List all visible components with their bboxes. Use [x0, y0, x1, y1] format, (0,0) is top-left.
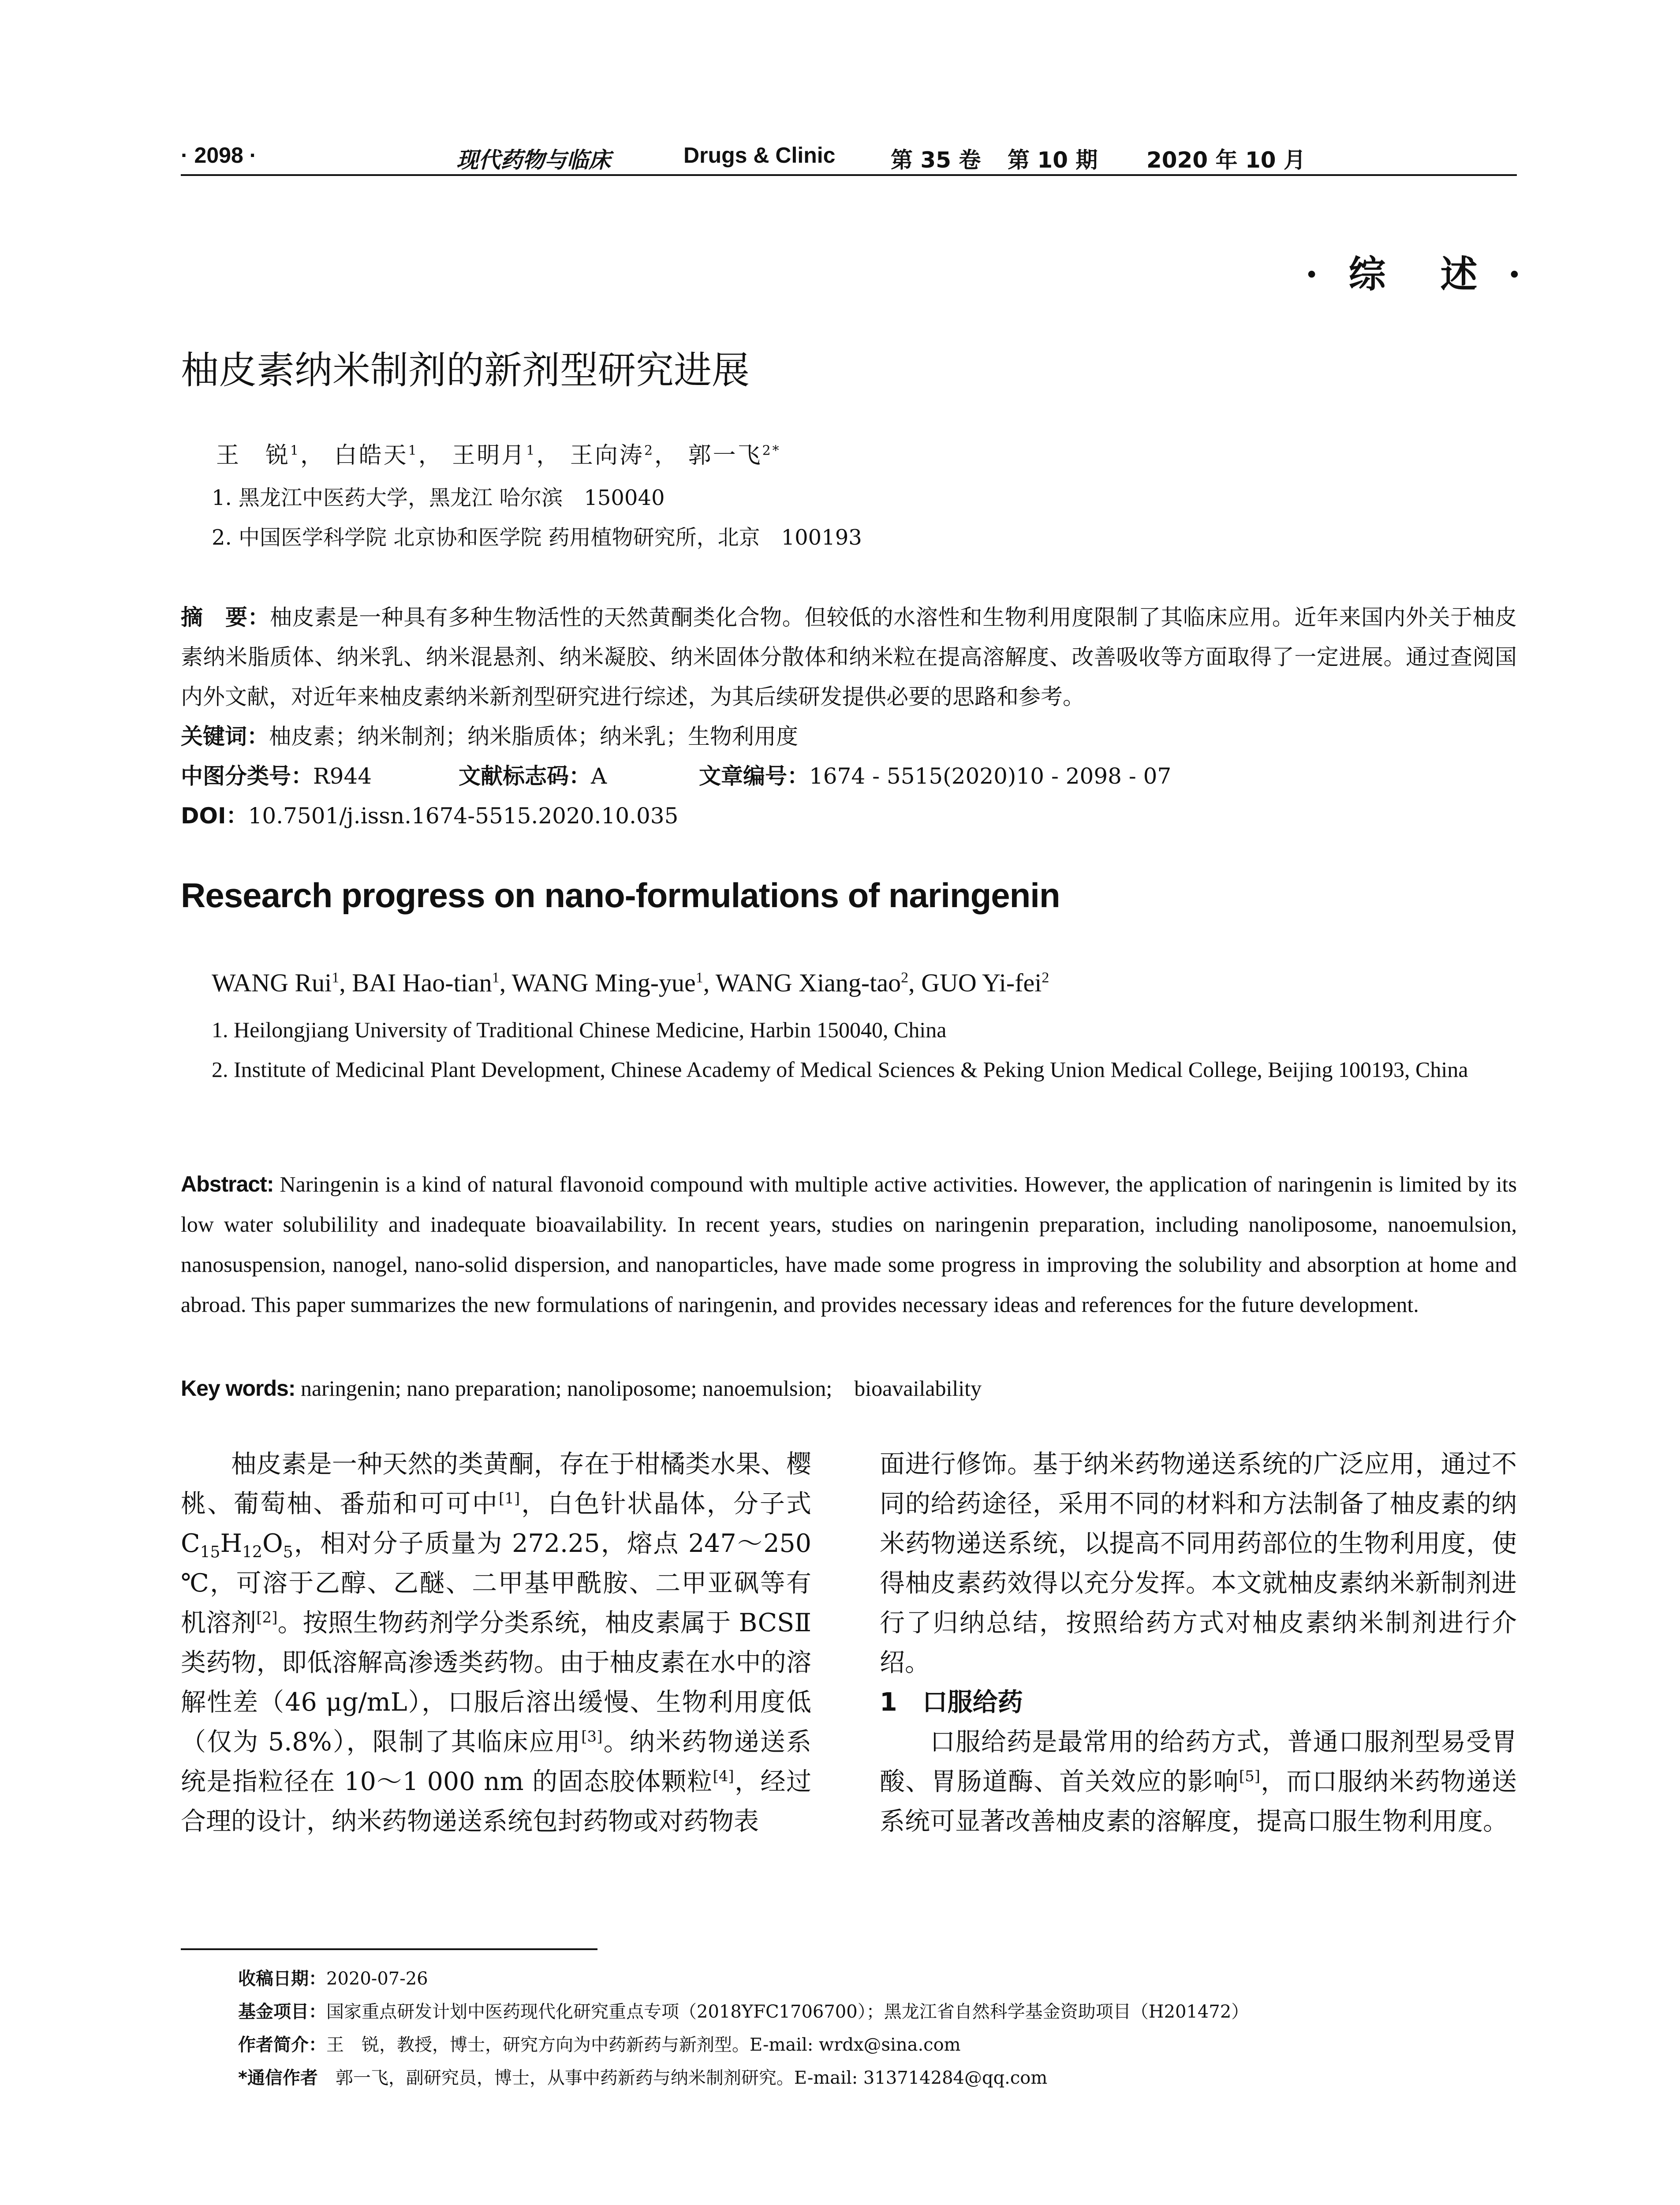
author-sup: 2: [1042, 969, 1049, 986]
cn-authors: 王 锐$^1$， 白皓天$^1$， 王明月$^1$， 王向涛$^2$， 郭一飞$^{2*}$: [216, 442, 781, 469]
journal-name-en: Drugs & Clinic: [683, 143, 836, 168]
issue: 第 10 期: [1008, 147, 1098, 173]
article-no-label: 文章编号：: [699, 763, 809, 789]
footnote-text: 国家重点研发计划中医药现代化研究重点专项（2018YFC1706700）；黑龙江省自然科学基金资助项目（H201472）: [326, 2002, 1249, 2022]
text-run: 。纳米药物递送系统是指粒径在 10～1 000 nm 的固态胶体颗粒: [181, 1727, 811, 1796]
cn-affiliation-1: 1. 黑龙江中医药大学，黑龙江 哈尔滨 150040: [212, 486, 665, 510]
en-abstract-text: Naringenin is a kind of natural flavonoid compound with multiple active activities. However, the application of naringenin is limited by its low water solubilility and inadequate bioavailability. In recent years, studies on naringenin preparation, including nanoliposome, nanoemulsion, nanosuspension, nanogel, nano-solid dispersion, and nanoparticles, have made some progress in improving the solubility and absorption at home and abroad. This paper summarizes the new formulations of naringenin, and provides necessary ideas and references for the future development.: [181, 1172, 1517, 1317]
author-sup: 1: [332, 969, 340, 986]
footnote-text: 2020-07-26: [326, 1969, 428, 1989]
footnote-label: *通信作者: [238, 2068, 318, 2088]
cn-keywords-label: 关键词：: [181, 724, 269, 749]
text-run: O: [262, 1529, 283, 1558]
doc-code-value: A: [591, 763, 607, 789]
footnote-rule: [181, 1948, 597, 1950]
citation: [5]: [1239, 1768, 1260, 1785]
en-affiliation-1: 1. Heilongjiang University of Traditional Chinese Medicine, Harbin 150040, China: [212, 1017, 947, 1042]
footnote-text: 王 锐，教授，博士，研究方向为中药新药与新剂型。E-mail: wrdx@sina.com: [326, 2035, 961, 2055]
author-sup: 2: [901, 969, 909, 986]
doi-line: [181, 798, 678, 830]
cn-abstract-text: 柚皮素是一种具有多种生物活性的天然黄酮类化合物。但较低的水溶性和生物利用度限制了其临床应用。近年来国内外关于柚皮素纳米脂质体、纳米乳、纳米混悬剂、纳米凝胶、纳米固体分散体和纳米粒在提高溶解度、改善吸收等方面取得了一定进展。通过查阅国内外文献，对近年来柚皮素纳米新剂型研究进行综述，为其后续研发提供必要的思路和参考。: [181, 605, 1517, 710]
text-run: 。按照生物药剂学分类系统，柚皮素属于 BCSⅡ类药物，即低溶解高渗透类药物。由于柚皮素在水中的溶解性差（46 μg/mL），口服后溶出缓慢、生物利用度低（仅为 5.8%），限制了其临床应用: [181, 1608, 811, 1757]
cn-author: 王明月: [452, 442, 526, 469]
author-sup: 1: [408, 443, 418, 459]
section-tag: · 综 述 ·: [1305, 252, 1530, 296]
body-paragraph-3: [880, 1722, 1517, 1841]
en-affiliation-2: 2. Institute of Medicinal Plant Development, Chinese Academy of Medical Sciences & Peking Union Medical College, Beijing 100193, China: [212, 1057, 1468, 1082]
body-column-right: [880, 1444, 1517, 1841]
en-authors: WANG Rui$^1$, BAI Hao-tian$^1$, WANG Ming-yue$^1$, WANG Xiang-tao$^2$, GUO Yi-fei$^2$: [212, 968, 1049, 997]
footnote-received: [238, 1965, 428, 1990]
doi-value: 10.7501/j.issn.1674-5515.2020.10.035: [248, 803, 679, 829]
body-paragraph-2: 面进行修饰。基于纳米药物递送系统的广泛应用，通过不同的给药途径，采用不同的材料和方法制备了柚皮素的纳米药物递送系统，以提高不同用药部位的生物利用度，使得柚皮素药效得以充分发挥。本文就柚皮素纳米新制剂进行了归纳总结，按照给药方式对柚皮素纳米制剂进行介绍。: [880, 1450, 1517, 1677]
issue-date: 2020 年 10 月: [1146, 147, 1306, 173]
en-author: WANG Ming-yue: [511, 968, 696, 997]
cn-author: 郭一飞: [688, 442, 762, 469]
footnote-label: 基金项目：: [238, 2002, 326, 2022]
text-run: ，相对分子质量为 272.25，熔点 247～250 ℃，可溶于乙醇、乙醚、二甲基甲酰胺、二甲亚砜等有机溶剂: [181, 1529, 811, 1637]
en-author: WANG Xiang-tao: [715, 968, 901, 997]
author-sup: 1: [695, 969, 703, 986]
en-abstract-label: Abstract:: [181, 1172, 274, 1196]
text-run: ，白色针状晶体，分子式 C: [181, 1489, 811, 1558]
citation: [4]: [713, 1768, 734, 1785]
section-heading-1: 1 口服给药: [880, 1688, 1023, 1717]
citation: [1]: [498, 1490, 520, 1507]
subscript: 5: [283, 1543, 293, 1562]
volume: 第 35 卷: [891, 147, 981, 173]
footnote-fund: [238, 1998, 1249, 2023]
article-no-value: 1674 - 5515(2020)10 - 2098 - 07: [809, 763, 1172, 789]
citation: [2]: [256, 1609, 278, 1626]
cn-author: 王向涛: [570, 442, 644, 469]
en-keywords: [181, 1371, 982, 1402]
en-author: GUO Yi-fei: [921, 968, 1042, 997]
footnote-label: 收稿日期：: [238, 1969, 326, 1989]
subscript: 15: [200, 1543, 220, 1562]
cn-title: 柚皮素纳米制剂的新剂型研究进展: [181, 348, 750, 392]
cn-keywords: [181, 719, 798, 751]
footnote-author: [238, 2031, 961, 2056]
text-run: H: [220, 1529, 243, 1558]
author-sup: 1: [492, 969, 500, 986]
text-run: 柚皮素是一种天然的类黄酮，存在于柑橘类水果、樱桃、葡萄柚、番茄和可可中: [181, 1450, 811, 1518]
footnote-text: 郭一飞，副研究员，博士，从事中药新药与纳米制剂研究。E-mail: 313714284@qq.com: [335, 2068, 1048, 2088]
author-sup: 2*: [762, 443, 781, 459]
cn-author: 白皓天: [334, 442, 408, 469]
doi-label: DOI：: [181, 803, 248, 829]
en-keywords-label: Key words:: [181, 1376, 295, 1401]
subscript: 12: [242, 1543, 262, 1562]
en-abstract: [181, 1164, 1517, 1325]
text-run: ，经过合理的设计，纳米药物递送系统包封药物或对药物表: [181, 1767, 812, 1836]
cn-author: 王 锐: [216, 442, 291, 469]
cn-keywords-text: 柚皮素；纳米制剂；纳米脂质体；纳米乳；生物利用度: [269, 724, 798, 749]
journal-name-cn: 现代药物与临床: [456, 147, 611, 173]
author-sup: 1: [290, 443, 301, 459]
cn-affiliation-2: 2. 中国医学科学院 北京协和医学院 药用植物研究所，北京 100193: [212, 525, 862, 550]
page-number: · 2098 ·: [181, 143, 257, 168]
footnote-corresponding: [238, 2064, 1047, 2089]
running-header: [181, 139, 1517, 176]
author-sup: 2: [644, 443, 655, 459]
body-column-left: [181, 1444, 811, 1841]
en-keywords-text: naringenin; nano preparation; nanoliposome; nanoemulsion; bioavailability: [301, 1376, 982, 1401]
doc-code-label: 文献标志码：: [459, 763, 591, 789]
author-sup: 1: [526, 443, 537, 459]
cn-abstract-label: 摘 要：: [181, 605, 270, 630]
cn-abstract: [181, 598, 1517, 717]
citation: [3]: [581, 1728, 603, 1745]
text-run: 口服给药是最常用的给药方式，普通口服剂型易受胃酸、胃肠道酶、首关效应的影响: [880, 1727, 1517, 1796]
en-title: Research progress on nano-formulations of naringenin: [181, 876, 1060, 915]
body-paragraph-1: [181, 1444, 811, 1841]
clc-value: R944: [313, 763, 372, 789]
en-author: BAI Hao-tian: [352, 968, 492, 997]
footnote-label: 作者简介：: [238, 2035, 326, 2055]
clc-label: 中图分类号：: [181, 763, 313, 789]
en-author: WANG Rui: [212, 968, 332, 997]
text-run: ，而口服纳米药物递送系统可显著改善柚皮素的溶解度，提高口服生物利用度。: [880, 1767, 1517, 1836]
